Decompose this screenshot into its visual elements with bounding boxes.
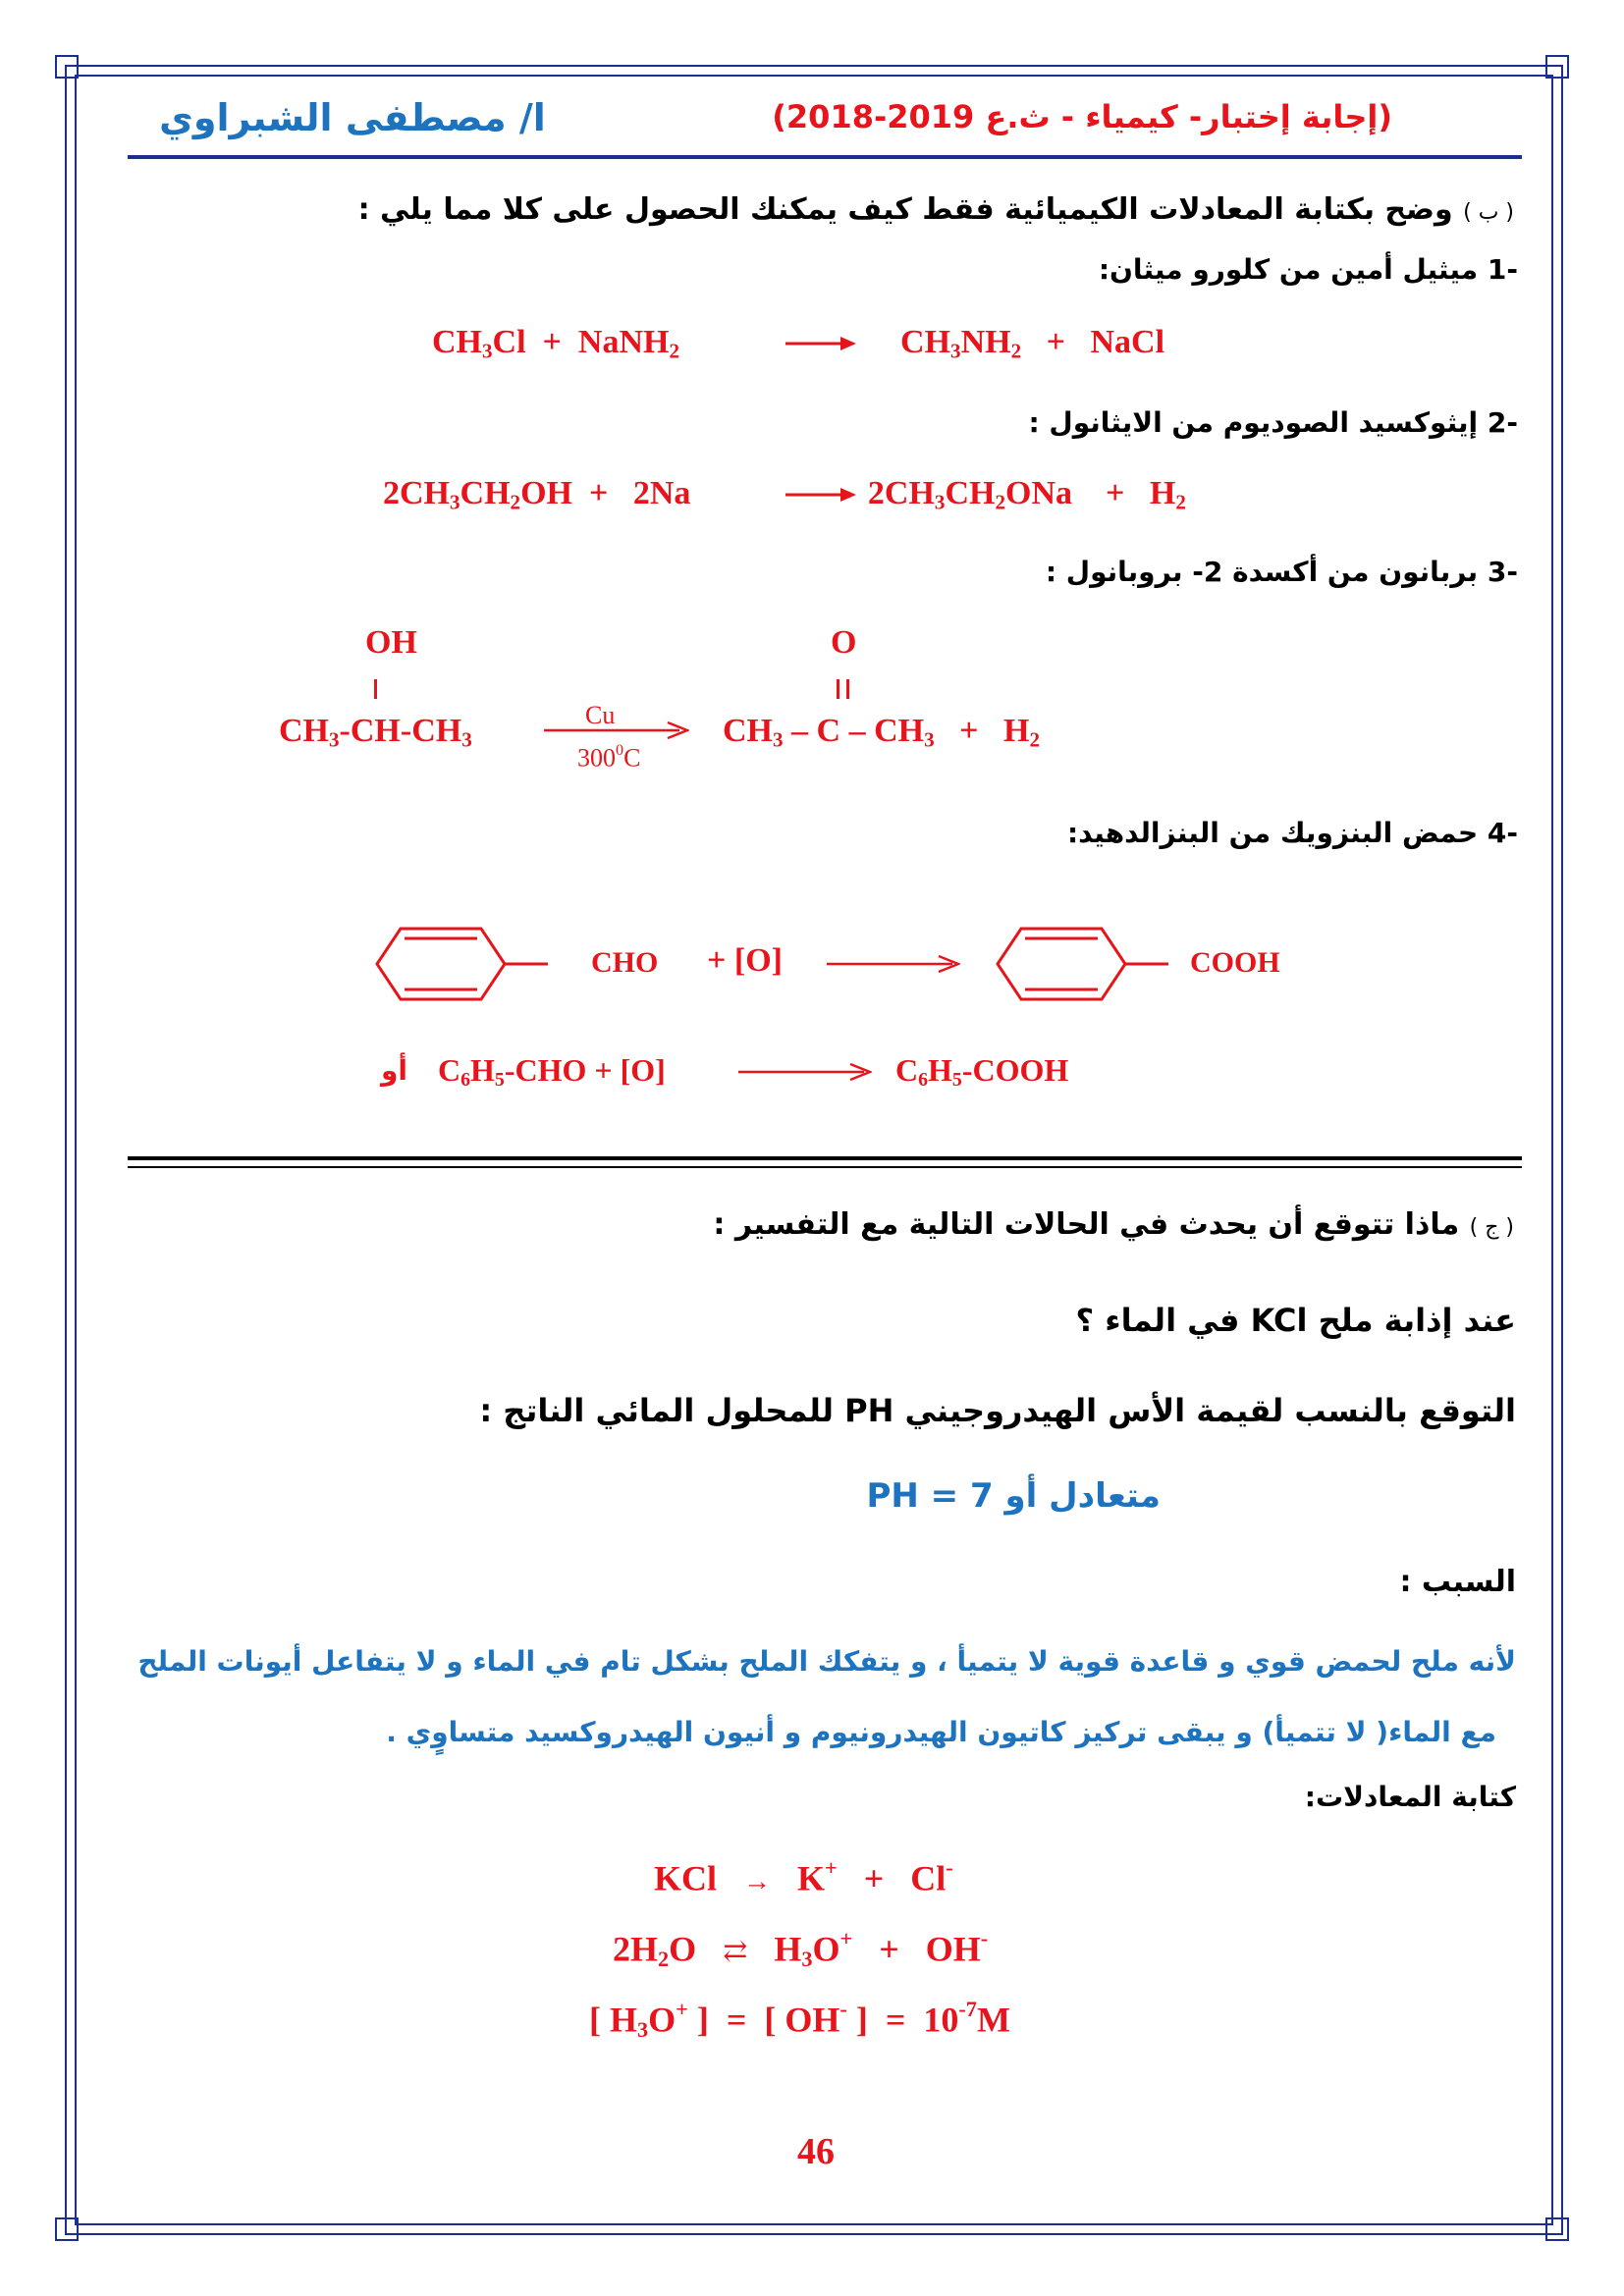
arrow-icon xyxy=(827,954,960,974)
exam-title: (إجابة إختبار- كيمياء - ث.ع 2019-2018) xyxy=(772,98,1392,135)
equation-4-alt-right: $C_6H_5$-COOH xyxy=(895,1052,1069,1091)
equations-label: كتابة المعادلات: xyxy=(1304,1781,1516,1813)
corner-ornament xyxy=(1545,55,1569,79)
reason-label: السبب : xyxy=(1399,1565,1516,1599)
equation-3-left: $CH_3-CH-CH_3$ xyxy=(279,713,472,752)
section-b-question: ( ب ) وضح بكتابة المعادلات الكيميائية فقط كيف يمكنك الحصول على كلا مما يلي : xyxy=(357,192,1514,227)
equation-4-alt-left: $C_6H_5$-CHO + [O] xyxy=(438,1052,666,1091)
double-bond xyxy=(846,679,849,699)
temperature: $300^0C$ xyxy=(577,742,641,773)
cho-group: CHO xyxy=(591,946,659,979)
oxidant: + [O] xyxy=(707,942,783,979)
cooh-group: COOH xyxy=(1190,946,1280,979)
kcl-dissociation: KCl → K+ + Cl- xyxy=(654,1855,953,1898)
water-ionization: $2H_2O$ ⇄ $H_3O^+ + OH^-$ xyxy=(613,1926,989,1972)
page-number: 46 xyxy=(797,2131,835,2172)
item-3: -3 بربانون من أكسدة 2- بروبانول : xyxy=(1045,556,1518,588)
or-word: أو xyxy=(381,1054,408,1087)
single-bond xyxy=(374,679,377,699)
double-bond xyxy=(837,679,839,699)
arrow-icon xyxy=(544,721,689,740)
section-divider xyxy=(128,1166,1522,1168)
ion-concentration: [ $H_3O^+$ ] = [ OH- ] = $10^{-7}M$ xyxy=(589,1997,1010,2043)
benzene-ring-icon xyxy=(375,925,552,1003)
equation-3-right: $CH_3 - C - CH_3 + H_2$ xyxy=(723,713,1041,752)
equation-2: $2CH_3CH_2OH + 2Na$ $2CH_3CH_2ONa$ + $H_2$ xyxy=(383,475,1186,514)
expectation-statement: التوقع بالنسب لقيمة الأس الهيدروجيني PH للمحلول المائي الناتج : xyxy=(479,1392,1516,1429)
arrow-icon xyxy=(738,1062,872,1082)
reason-line-1: لأنه ملح لحمض قوي و قاعدة قوية لا يتميأ ، و يتفكك الملح بشكل تام في الماء و لا يتفاعل أيونات الملح xyxy=(137,1645,1516,1678)
ph-answer: متعادل أو 7 = PH xyxy=(866,1476,1161,1516)
case-statement: عند إذابة ملح KCl في الماء ؟ xyxy=(1075,1302,1516,1339)
item-1: -1 ميثيل أمين من كلورو ميثان: xyxy=(1098,253,1518,286)
item-4: -4 حمض البنزويك من البنزالدهيد: xyxy=(1066,817,1518,849)
section-divider xyxy=(128,1156,1522,1160)
page-border-inner xyxy=(75,75,1553,2225)
arrow-icon xyxy=(785,485,856,505)
item-2: -2 إيثوكسيد الصوديوم من الايثانول : xyxy=(1028,406,1518,439)
arrow-icon xyxy=(785,334,856,353)
reason-line-2: مع الماء( لا تتميأ) و يبقى تركيز كاتيون الهيدرونيوم و أنيون الهيدروكسيد متساوٍي . xyxy=(386,1716,1496,1748)
catalyst: Cu xyxy=(585,701,616,729)
corner-ornament xyxy=(55,55,79,79)
section-c-question: ( ج ) ماذا تتوقع أن يحدث في الحالات التالية مع التفسير : xyxy=(713,1207,1514,1242)
author-name: ا/ مصطفى الشبراوي xyxy=(159,96,546,139)
equation-1: $CH_3Cl$ + NaNH$_2$ $CH_3NH_2$ + NaCl xyxy=(432,324,1165,363)
header-rule xyxy=(128,155,1522,159)
corner-ornament xyxy=(1545,2217,1569,2241)
oh-group: OH xyxy=(365,624,417,661)
benzene-ring-icon xyxy=(996,925,1172,1003)
corner-ornament xyxy=(55,2217,79,2241)
carbonyl-o: O xyxy=(831,624,857,661)
